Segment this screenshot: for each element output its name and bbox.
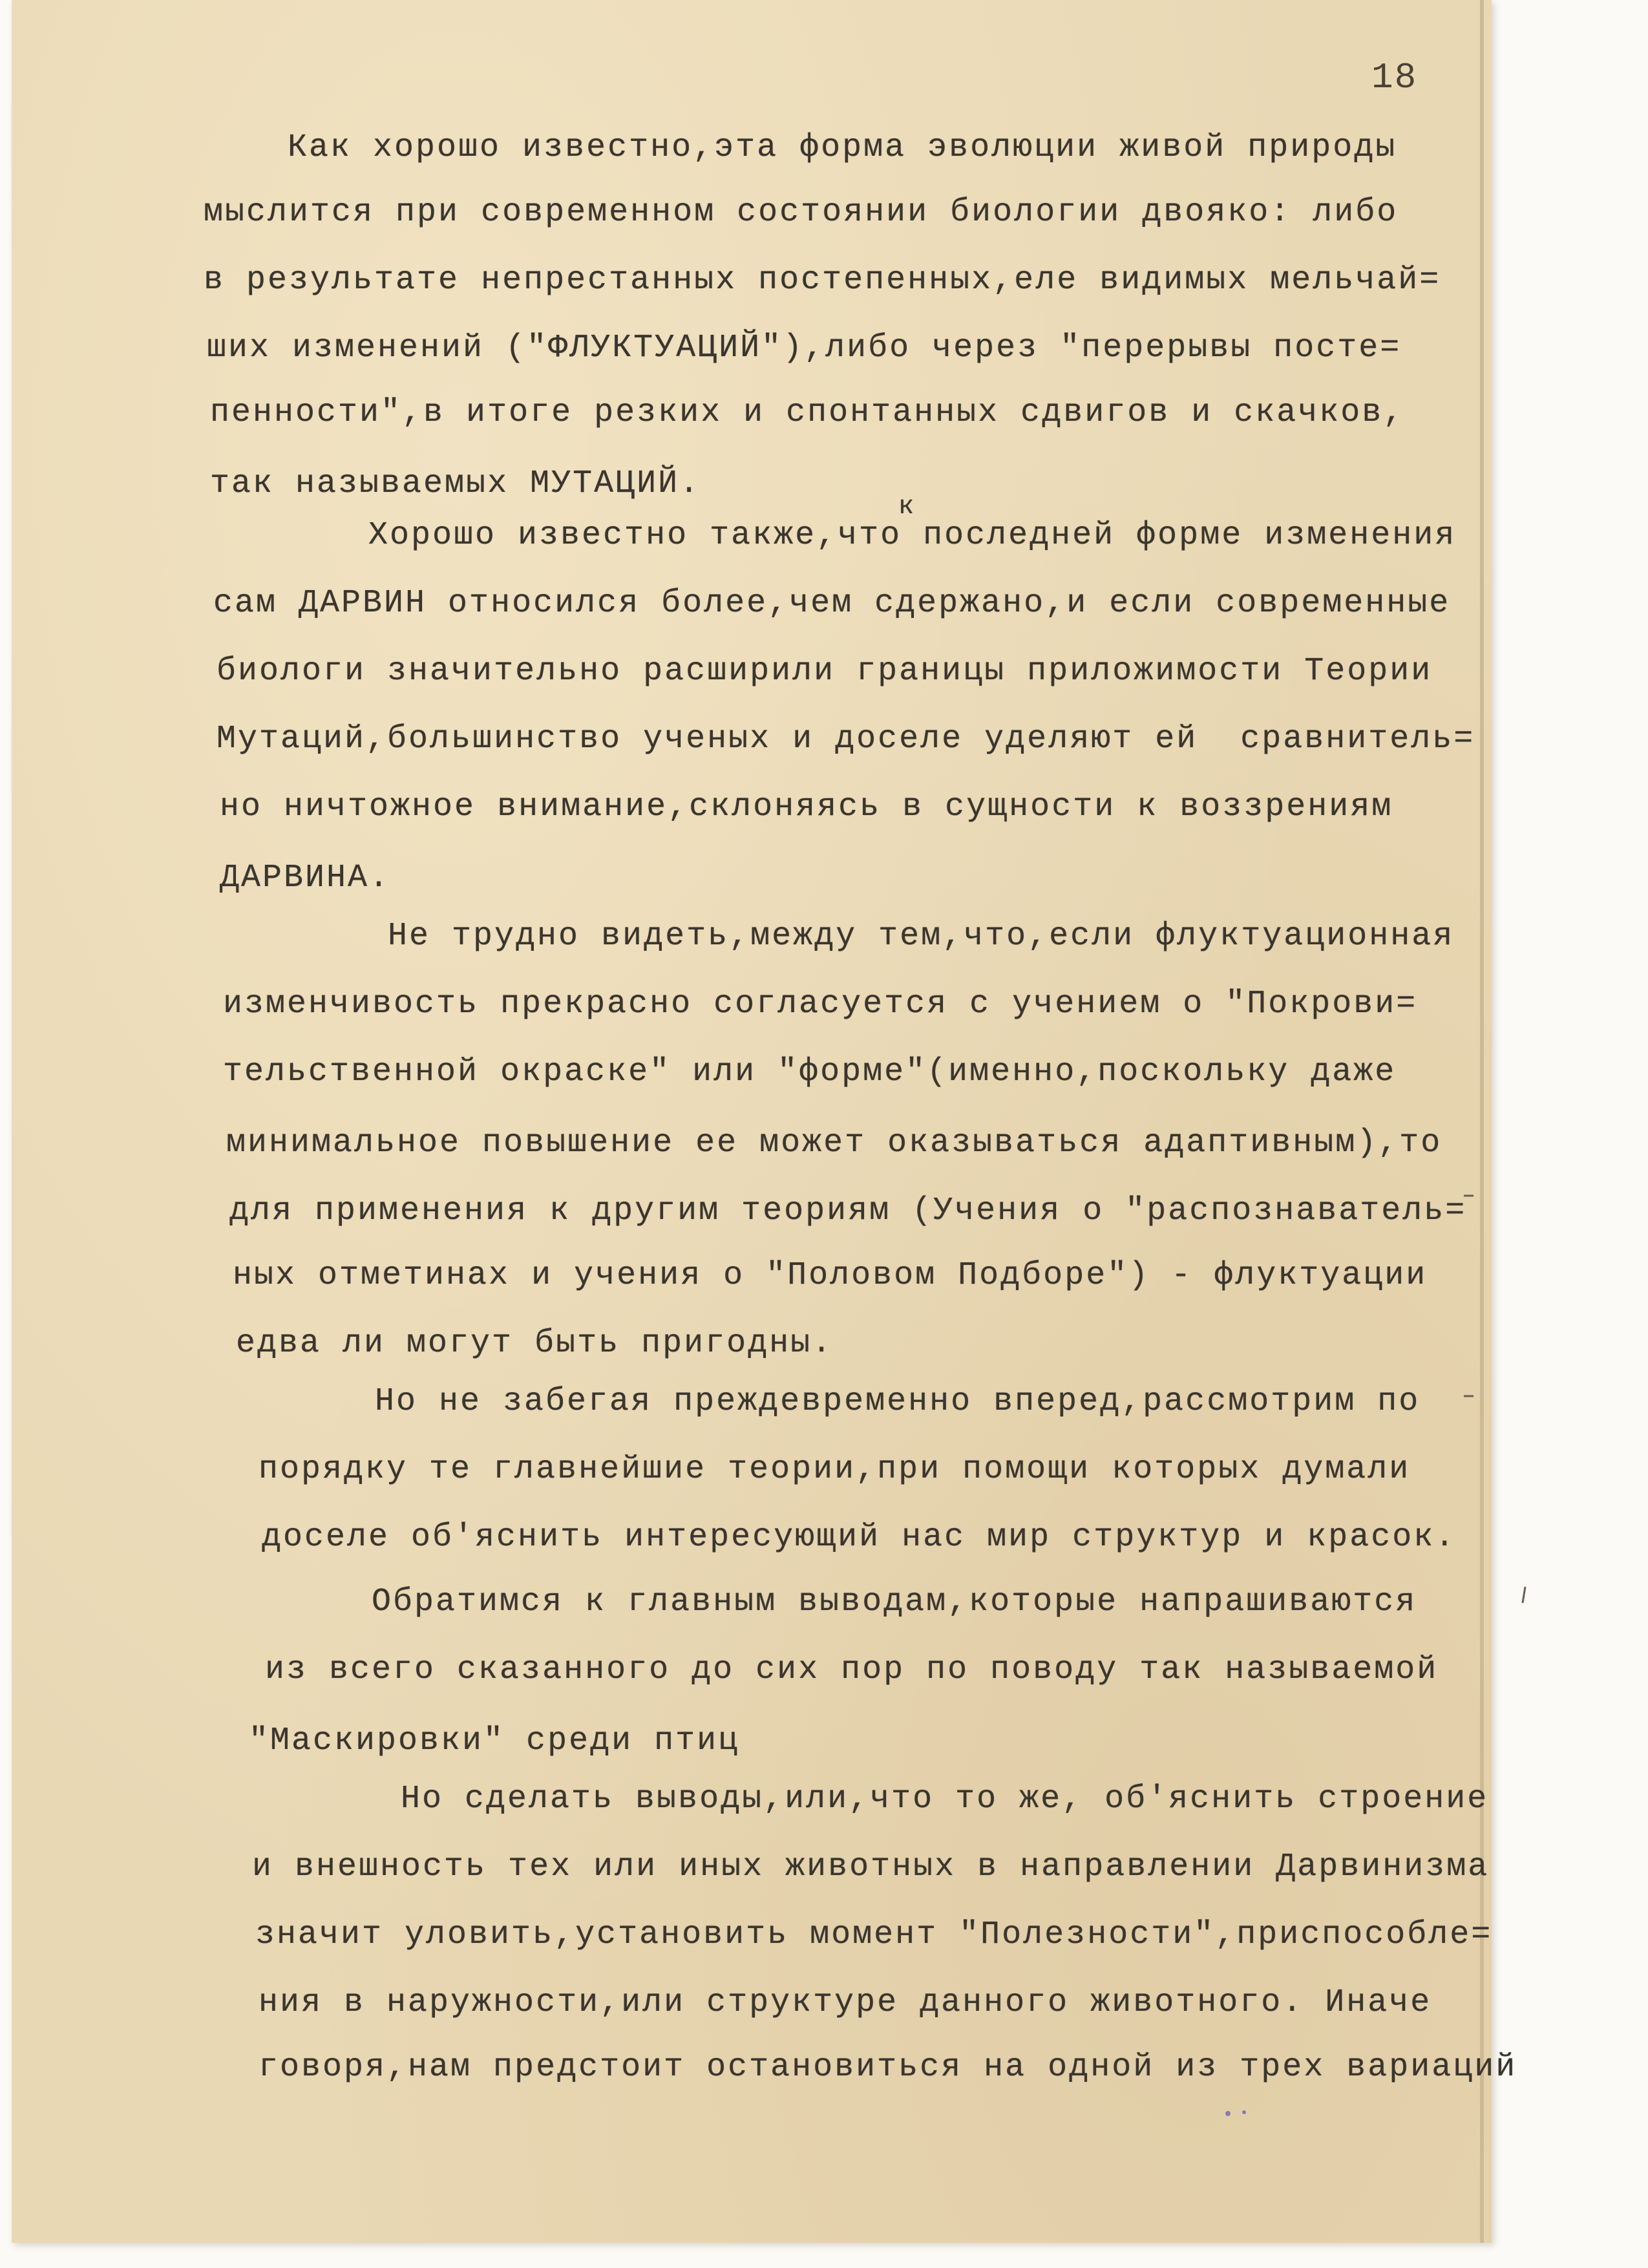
text-line: ДАРВИНА.: [220, 860, 391, 896]
text-line: мыслится при современном состоянии биологии двояко: либо: [204, 194, 1399, 231]
text-line: сам ДАРВИН относился более,чем сдержано,и если современные: [213, 585, 1451, 622]
text-line: из всего сказанного до сих пор по поводу так называемой: [265, 1651, 1439, 1688]
text-line: Не трудно видеть,между тем,что,если флуктуационная: [388, 918, 1455, 955]
text-line: Как хорошо известно,эта форма эволюции живой природы: [288, 129, 1397, 166]
text-line: изменчивость прекрасно согласуется с учением о "Покрови=: [223, 986, 1418, 1023]
text-line: биологи значительно расширили границы приложимости Теории: [217, 653, 1433, 690]
text-line: и внешность тех или иных животных в направлении Дарвинизма: [252, 1849, 1490, 1885]
text-line: пенности",в итоге резких и спонтанных сдвигов и скачков,: [210, 394, 1405, 431]
text-line: Хорошо известно также,что последней форме изменения: [368, 517, 1457, 554]
text-line: Мутаций,большинство ученых и доселе уделяют ей сравнитель=: [217, 721, 1475, 758]
text-line: тельственной окраске" или "форме"(именно,поскольку даже: [223, 1054, 1397, 1090]
text-line: в результате непрестанных постепенных,еле видимых мельчай=: [204, 262, 1441, 299]
page-number: 18: [1371, 57, 1418, 98]
text-line: ших изменений ("ФЛУКТУАЦИЙ"),либо через "перерывы посте=: [207, 330, 1402, 366]
text-line: говоря,нам предстоит остановиться на одной из трех вариаций: [259, 2049, 1517, 2086]
margin-tick-mark: [1523, 1587, 1525, 1603]
text-line: так называемых МУТАЦИЙ.: [210, 465, 701, 502]
text-line: значит уловить,установить момент "Полезности",приспособле=: [255, 1916, 1493, 1953]
text-line: минимальное повышение ее может оказываться адаптивным),то: [226, 1125, 1442, 1161]
text-line: Но сделать выводы,или,что то же, об'яснить строение: [401, 1781, 1489, 1818]
text-line: Обратимся к главным выводам,которые напрашиваются: [372, 1584, 1417, 1620]
ink-dot: [1242, 2110, 1246, 2114]
text-line: доселе об'яснить интересующий нас мир структур и красок.: [262, 1519, 1457, 1556]
text-line: ных отметинах и учения о "Половом Подборе") - флуктуации: [233, 1257, 1428, 1294]
text-line: едва ли могут быть пригодны.: [236, 1325, 834, 1362]
text-line: порядку те главнейшие теории,при помощи которых думали: [259, 1451, 1411, 1488]
correction-mark: к: [898, 493, 916, 522]
text-line: для применения к другим теориям (Учения о "распознаватель=: [229, 1192, 1467, 1229]
text-line: но ничтожное внимание,склоняясь в сущности к воззрениям: [220, 789, 1393, 825]
text-line: "Маскировки" среди птиц: [249, 1722, 740, 1759]
text-line: ния в наружности,или структуре данного животного. Иначе: [259, 1984, 1432, 2021]
text-line: Но не забегая преждевременно вперед,рассмотрим по: [375, 1383, 1421, 1420]
ink-dot: [1225, 2111, 1231, 2116]
